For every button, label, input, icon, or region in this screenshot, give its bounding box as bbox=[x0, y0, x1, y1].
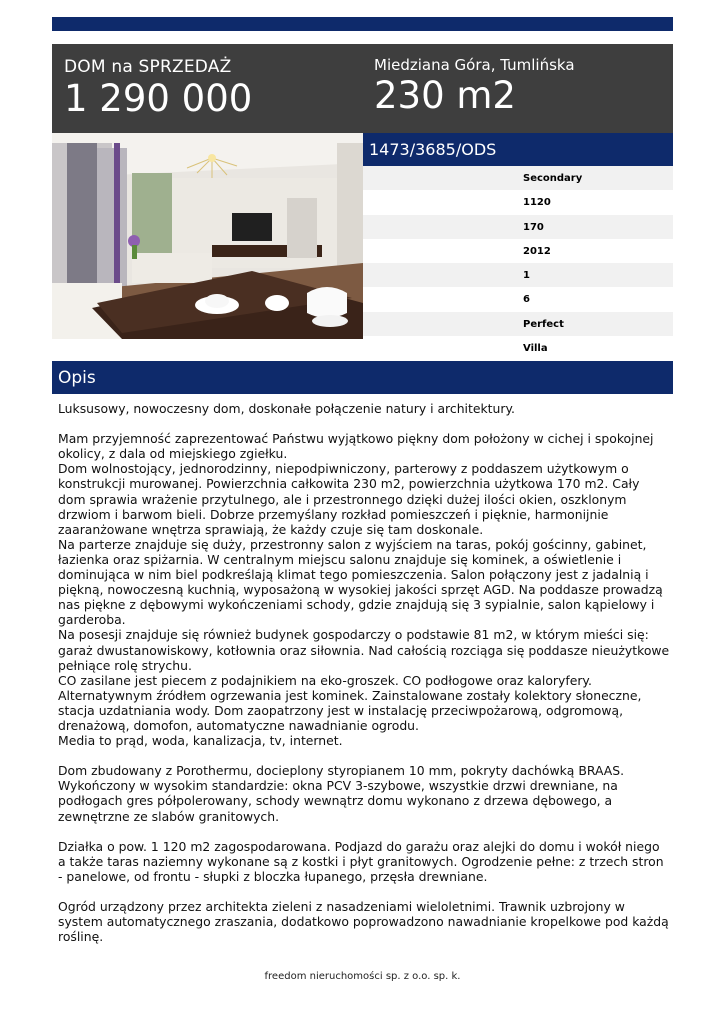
detail-row bbox=[363, 215, 673, 239]
details-table bbox=[363, 166, 673, 360]
detail-row bbox=[363, 336, 673, 360]
listing-header bbox=[52, 44, 673, 133]
detail-value: Perfect bbox=[523, 318, 564, 330]
detail-value: 170 bbox=[523, 221, 544, 233]
top-accent-bar bbox=[52, 17, 673, 31]
detail-value: 1 bbox=[523, 270, 530, 282]
footer-company: freedom nieruchomości sp. z o.o. sp. k. bbox=[264, 971, 461, 982]
detail-value: Villa bbox=[523, 343, 548, 355]
detail-value: 2012 bbox=[523, 245, 551, 257]
detail-row bbox=[363, 287, 673, 311]
detail-row bbox=[363, 190, 673, 214]
detail-row bbox=[363, 263, 673, 287]
detail-row bbox=[363, 312, 673, 336]
description-text: Luksusowy, nowoczesny dom, doskonałe połączenie natury i architektury. Mam przyjemność zaprezentować Państwu wyjątkowo piękny dom położony w cichej i spokojnej okolicy, z dala od miejskiego zgiełku. Dom wolnostojący, jednorodzinny, niepodpiwniczony, parterowy z poddaszem użytkowym o konstrukcji murowanej. Powierzchnia całkowita 230 m2, powierzchnia użytkowa 170 m2. Cały dom sprawia wrażenie przytulnego, ale i przestronnego dzięki dużej ilości okien, oszklonym drzwiom i barwom bieli. Dobrze przemyślany rozkład pomieszczeń i pięknie, harmonijnie zaaranżowane wnętrza sprawiają, że każdy czuje się tam doskonale. Na parterze znajduje się duży, przestronny salon z wyjściem na taras, pokój gościnny, gabinet, łazienka oraz spiżarnia. W centralnym miejscu salonu znajduje się kominek, a oświetlenie i dominująca w nim biel podkreślają klimat tego pomieszczenia. Salon połączony jest z jadalnią i piękną, nowoczesną kuchnią, wyposażoną w wysokiej jakości sprzęt AGD. Na poddasze prowadzą nas piękne z dębowymi wykończeniami schody, gdzie znajdują się 3 sypialnie, salon kąpielowy i garderoba. Na posesji znajduje się również budynek gospodarczy o podstawie 81 m2, w którym mieści się: garaż dwustanowiskowy, kotłownia oraz siłownia. Nad całością rozciąga się poddasze nieużytkowe pełniące rolę strychu. CO zasilane jest piecem z podajnikiem na eko-groszek. CO podłogowe oraz kaloryfery. Alternatywnym źródłem ogrzewania jest kominek. Zainstalowane zostały kolektory słoneczne, stacja uzdatniania wody. Dom zaopatrzony jest w instalację przeciwpożarową, odgromową, drenażową, domofon, automatyczne nawadnianie ogrodu. Media to prąd, woda, kanalizacja, tv, internet. Dom zbudowany z Porothermu, docieplony styropianem 10 mm, pokryty dachówką BRAAS. Wykończony w wysokim standardzie: okna PCV 3-szybowe, wszystkie drzwi drewniane, na podłogach gres półpolerowany, schody wewnątrz domu wykonano z drzewa dębowego, a zewnętrzne ze slabów granitowych. Działka o pow. 1 120 m2 zagospodarowana. Podjazd do garażu oraz alejki do domu i wokół niego a także taras naziemny wykonane są z kostki i płyt granitowych. Ogrodzenie pełne: z trzech stron - panelowe, od frontu - słupki z bloczka łupanego, przęsła drewniane. Ogród urządzony przez architekta zieleni z nasadzeniami wieloletnimi. Trawnik uzbrojony w system automatycznego zraszania, dodatkowo poprowadzono nawadnianie kropelkowe pod każdą roślinę. bbox=[58, 401, 670, 945]
detail-value: Secondary bbox=[523, 173, 583, 184]
property-photo bbox=[52, 133, 363, 339]
description-heading: Opis bbox=[58, 368, 96, 388]
listing-location: Miedziana Góra, Tumlińska bbox=[374, 56, 575, 74]
description-heading-bar bbox=[52, 361, 673, 394]
listing-area: 230 m2 bbox=[374, 74, 516, 117]
reference-number: 1473/3685/ODS bbox=[369, 140, 497, 159]
detail-value: 6 bbox=[523, 294, 530, 306]
living-room-illustration bbox=[52, 133, 363, 339]
detail-value: 1120 bbox=[523, 197, 551, 209]
reference-number-bar bbox=[363, 133, 673, 166]
listing-price: 1 290 000 bbox=[64, 77, 253, 120]
listing-type: DOM na SPRZEDAŻ bbox=[64, 57, 232, 77]
detail-row bbox=[363, 166, 673, 190]
detail-row bbox=[363, 239, 673, 263]
